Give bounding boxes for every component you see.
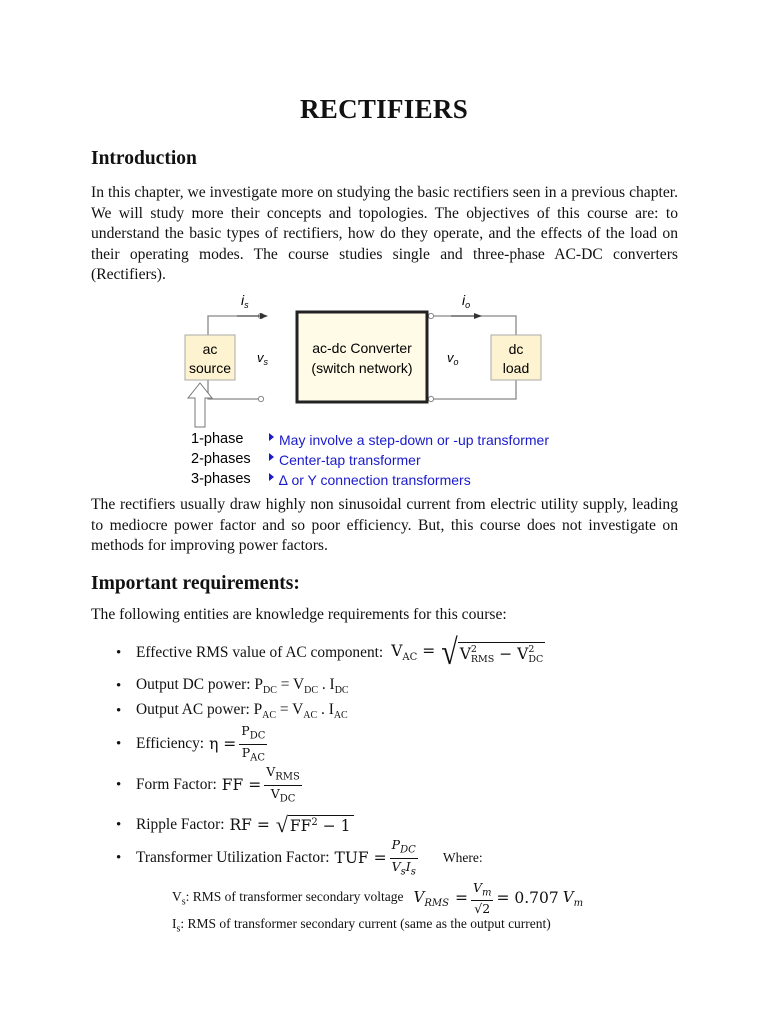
phase-note-2: Center-tap transformer — [279, 452, 421, 468]
ac-source-label-1: ac — [202, 341, 218, 357]
bullet-dot: • — [116, 644, 122, 661]
is-label: $i_s$ — [241, 292, 249, 310]
list-item-ac-power: • Output AC power: $P_{AC} = V_{AC}$ . $I_{AC}$ — [116, 700, 348, 722]
efficiency-fraction: $\frac{P_{DC}}{P_{AC}}$ — [241, 723, 266, 763]
list-item-tuf: • Transformer Utilization Factor: TUF = $\frac{P_{DC}}{V_sI_s}$ Where: — [116, 837, 483, 877]
dc-load-label-1: dc — [508, 341, 524, 357]
page-title: RECTIFIERS — [299, 94, 469, 124]
where-label: Where: — [442, 850, 483, 865]
phase-label-2: 2-phases — [191, 451, 251, 467]
phase-bullets — [269, 433, 274, 481]
tuf-fraction: $\frac{P_{DC}}{V_sI_s}$ — [391, 837, 416, 877]
power-factor-paragraph: The rectifiers usually draw highly non sinusoidal current from electric utility supply, leading to mediocre power factor and so poor efficiency. But, this course does not investigate on methods for improving power factors. — [91, 496, 678, 554]
ac-source-label-2: source — [188, 360, 232, 376]
list-item-form-factor: • Form Factor: FF = $\frac{V_{RMS}}{V_{DC}}$ — [116, 764, 300, 804]
rms-radicand: V 2 RMS − V 2 DC — [459, 643, 544, 665]
vo-label: $v_o$ — [447, 350, 459, 367]
phase-note-1: May involve a step-down or -up transformer — [279, 432, 549, 448]
io-label: $i_o$ — [462, 292, 471, 310]
list-item-ripple-factor: • Ripple Factor: RF = √ $FF^2 - 1$ — [136, 811, 354, 839]
requirements-heading: Important requirements: — [91, 573, 300, 594]
phase-label-3: 3-phases — [191, 471, 251, 487]
phase-note-3: ∆ or Y connection transformers — [279, 472, 471, 488]
vs-note: $V_s$: RMS of transformer secondary voltage $V_{RMS}$ = $\frac{V_m}{√2}$ = 0.707 $V_m$ — [172, 879, 584, 917]
list-item-efficiency: • Efficiency: η = $\frac{P_{DC}}{P_{AC}}$ — [116, 723, 266, 763]
converter-box — [297, 312, 427, 402]
phase-label-1: 1-phase — [191, 431, 244, 447]
vs-label: $v_s$ — [257, 350, 268, 367]
converter-label-1: ac-dc Converter — [312, 340, 412, 356]
converter-label-2: (switch network) — [311, 360, 413, 376]
ripple-radicand: $FF^2 - 1$ — [288, 815, 354, 835]
form-factor-fraction: $\frac{V_{RMS}}{V_{DC}}$ — [266, 764, 300, 804]
intro-heading: Introduction — [91, 148, 197, 169]
intro-paragraph: In this chapter, we investigate more on studying the basic rectifiers seen in a previous chapter. We will study more their concepts and topologies. The objectives of this course are: to understand the basic types of rectifiers, how do they operate, and the effects of the load on their operating modes. The course studies single and three-phase AC-DC converters (Rectifiers). — [91, 184, 678, 283]
rectifier-block-diagram — [175, 290, 605, 495]
sqrt-sign: √ — [441, 632, 458, 673]
vrms-fraction: $\frac{V_m}{√2}$ — [472, 879, 492, 917]
is-note: $I_s$: RMS of transformer secondary current (same as the output current) — [172, 916, 551, 935]
dc-load-label-2: load — [502, 360, 530, 376]
list-item-dc-power: • Output DC power: $P_{DC} = V_{DC}$ . $I_{DC}$ — [116, 675, 349, 697]
sqrt-sign: √ — [275, 812, 288, 837]
list-item-rms: • Effective RMS value of AC component: $V_{AC}$ = √ V 2 RMS − V 2 DC — [116, 632, 544, 673]
requirements-intro: The following entities are knowledge requirements for this course: — [91, 606, 507, 623]
